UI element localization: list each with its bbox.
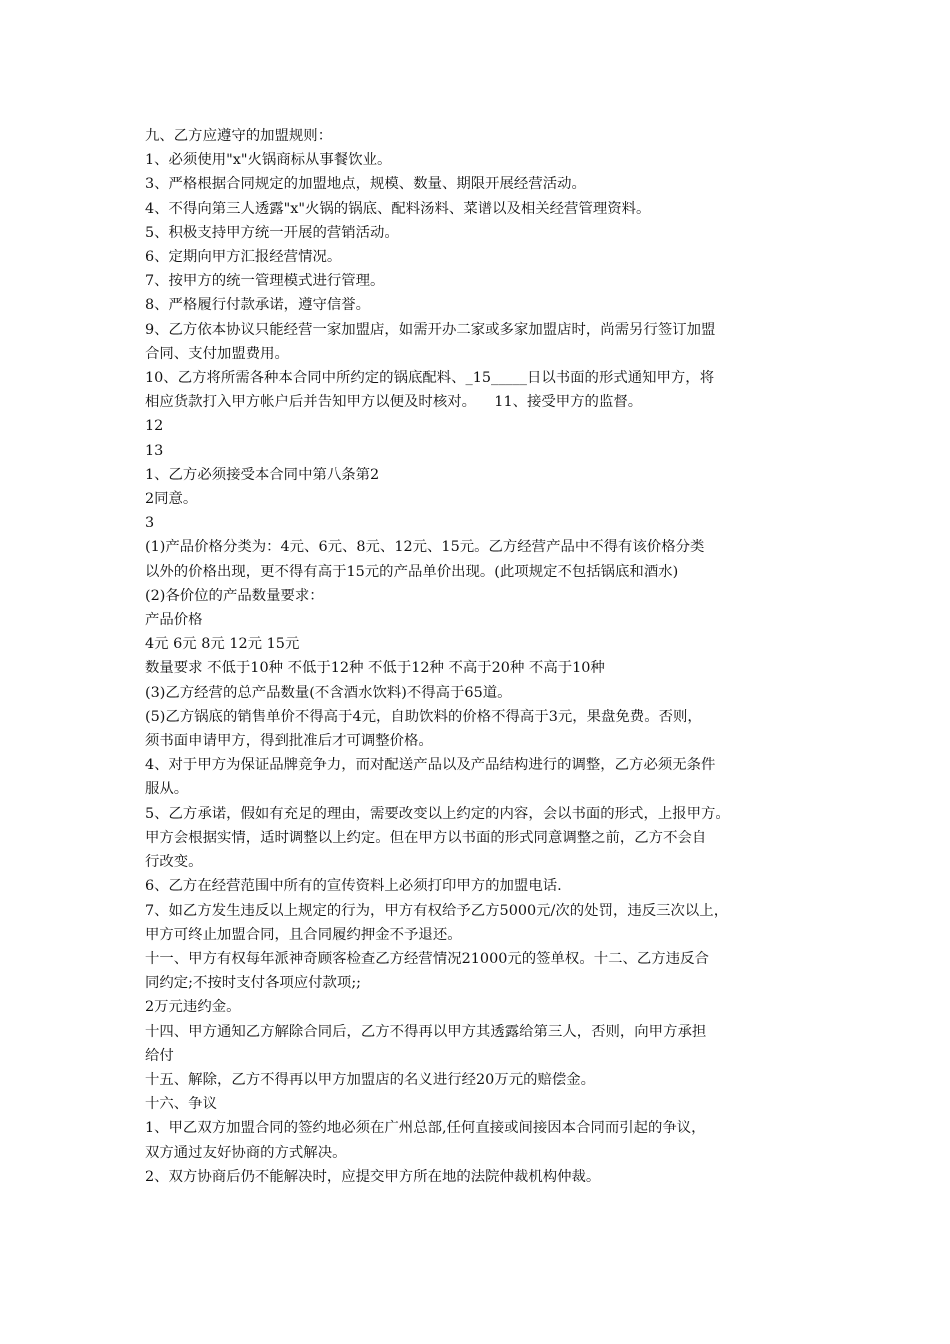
- text-line: (3)乙方经营的总产品数量(不含酒水饮料)不得高于65道。: [145, 684, 512, 701]
- text-line: 同约定;不按时支付各项应付款项;;: [145, 975, 362, 992]
- text-line: 9、乙方依本协议只能经营一家加盟店，如需开办二家或多家加盟店时，尚需另行签订加盟: [145, 321, 716, 338]
- text-line: 4元 6元 8元 12元 15元: [145, 636, 300, 653]
- text-line: 2万元违约金。: [145, 999, 241, 1016]
- text-line: 十五、解除，乙方不得再以甲方加盟店的名义进行经20万元的赔偿金。: [145, 1071, 596, 1088]
- text-line: 7、如乙方发生违反以上规定的行为，甲方有权给予乙方5000元/次的处罚，违反三次以上，: [145, 902, 729, 919]
- text-line: 2同意。: [145, 491, 198, 508]
- text-line: 1、乙方必须接受本合同中第八条第2: [145, 466, 380, 483]
- text-line: 12: [145, 418, 164, 435]
- text-line: 十四、甲方通知乙方解除合同后，乙方不得再以甲方其透露给第三人，否则，向甲方承担: [145, 1023, 707, 1040]
- text-line: 产品价格: [145, 612, 203, 629]
- text-line: 4、对于甲方为保证品牌竞争力，而对配送产品以及产品结构进行的调整，乙方必须无条件: [145, 757, 716, 774]
- text-line: 3、严格根据合同规定的加盟地点，规模、数量、期限开展经营活动。: [145, 176, 586, 193]
- text-line: 以外的价格出现，更不得有高于15元的产品单价出现。(此项规定不包括锅底和酒水): [145, 563, 679, 580]
- text-line: 4、不得向第三人透露"x"火锅的锅底、配料汤料、菜谱以及相关经营管理资料。: [145, 200, 651, 217]
- text-line: 13: [145, 442, 164, 459]
- text-line: 合同、支付加盟费用。: [145, 345, 289, 362]
- text-line: 服从。: [145, 781, 189, 798]
- text-line: 5、乙方承诺，假如有充足的理由，需要改变以上约定的内容，会以书面的形式，上报甲方。: [145, 805, 730, 822]
- text-line: 5、积极支持甲方统一开展的营销活动。: [145, 224, 399, 241]
- text-line: 须书面申请甲方，得到批准后才可调整价格。: [145, 733, 433, 750]
- text-line: 九、乙方应遵守的加盟规则：: [145, 128, 333, 144]
- text-line: (1)产品价格分类为：4元、6元、8元、12元、15元。乙方经营产品中不得有该价格分类: [145, 539, 705, 556]
- text-line: 甲方会根据实情，适时调整以上约定。但在甲方以书面的形式同意调整之前，乙方不会自: [145, 829, 707, 846]
- text-line: 3: [145, 515, 155, 532]
- text-line: 相应货款打入甲方帐户后并告知甲方以便及时核对。 11、接受甲方的监督。: [145, 394, 643, 411]
- text-line: 7、按甲方的统一管理模式进行管理。: [145, 273, 385, 290]
- text-line: 给付: [145, 1047, 174, 1064]
- text-line: 2、双方协商后仍不能解决时，应提交甲方所在地的法院仲裁机构仲裁。: [145, 1168, 601, 1185]
- text-line: 6、乙方在经营范围中所有的宣传资料上必须打印甲方的加盟电话.: [145, 878, 562, 895]
- text-line: 8、严格履行付款承诺，遵守信誉。: [145, 297, 371, 314]
- text-line: 6、定期向甲方汇报经营情况。: [145, 249, 342, 266]
- text-line: (5)乙方锅底的销售单价不得高于4元，自助饮料的价格不得高于3元，果盘免费。否则，: [145, 708, 702, 725]
- text-line: 数量要求 不低于10种 不低于12种 不低于12种 不高于20种 不高于10种: [145, 660, 605, 677]
- text-line: 10、乙方将所需各种本合同中所约定的锅底配料、_15_____日以书面的形式通知甲方，将: [145, 370, 715, 387]
- document-body: [145, 124, 817, 1189]
- text-line: 1、甲乙双方加盟合同的签约地必须在广州总部,任何直接或间接因本合同而引起的争议，: [145, 1120, 706, 1137]
- text-line: 十一、甲方有权每年派神奇顾客检查乙方经营情况21000元的签单权。十二、乙方违反合: [145, 950, 709, 967]
- text-line: 甲方可终止加盟合同，且合同履约押金不予退还。: [145, 926, 462, 943]
- text-line: 双方通过友好协商的方式解决。: [145, 1144, 347, 1161]
- text-line: 行改变。: [145, 854, 203, 871]
- text-line: (2)各价位的产品数量要求：: [145, 587, 324, 604]
- text-line: 十六、争议: [145, 1096, 217, 1113]
- text-line: 1、必须使用"x"火锅商标从事餐饮业。: [145, 152, 392, 169]
